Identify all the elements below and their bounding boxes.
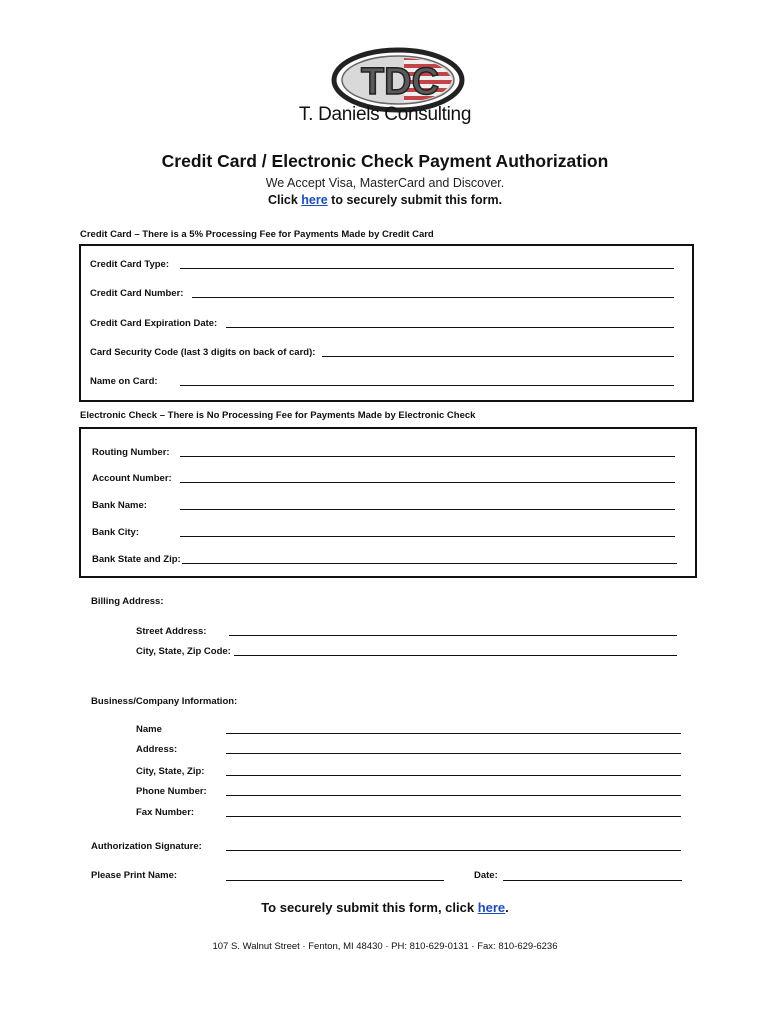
card-security-code-label: Card Security Code (last 3 digits on back of card): [90,347,316,358]
business-city-state-zip-label: City, State, Zip: [136,766,205,777]
credit-card-expiration-field[interactable] [226,327,674,328]
bank-state-zip-field[interactable] [182,563,677,564]
print-name-field[interactable] [226,880,444,881]
credit-card-number-label: Credit Card Number: [90,288,184,299]
footer-cta-prefix: To securely submit this form, click [261,900,478,915]
footer-cta-suffix: . [505,900,509,915]
business-phone-label: Phone Number: [136,786,207,797]
billing-city-state-zip-field[interactable] [234,655,677,656]
business-fax-label: Fax Number: [136,807,195,818]
credit-card-type-field[interactable] [180,268,674,269]
bank-state-zip-label: Bank State and Zip: [92,554,181,565]
company-address: 107 S. Walnut Street · Fenton, MI 48430 · PH: 810-629-0131 · Fax: 810-629-6236 [212,941,558,952]
street-address-field[interactable] [229,635,677,636]
account-number-label: Account Number: [92,473,172,484]
credit-card-number-field[interactable] [192,297,674,298]
company-name: T. Daniels Consulting [298,104,472,125]
date-field[interactable] [503,880,682,881]
bank-city-label: Bank City: [92,527,139,538]
billing-city-state-zip-label: City, State, Zip Code: [136,646,231,657]
business-fax-field[interactable] [226,816,681,817]
submit-suffix: to securely submit this form. [327,193,503,207]
authorization-signature-label: Authorization Signature: [91,841,202,852]
bank-name-label: Bank Name: [92,500,147,511]
submit-link-bottom[interactable]: here [477,900,506,915]
business-name-field[interactable] [226,733,681,734]
logo-text: TDC [360,61,440,103]
submit-instruction-bottom [0,900,770,915]
name-on-card-field[interactable] [180,385,674,386]
credit-card-section-label: Credit Card – There is a 5% Processing Fee for Payments Made by Credit Card [80,229,434,240]
authorization-signature-field[interactable] [226,850,681,851]
account-number-field[interactable] [180,482,675,483]
business-phone-field[interactable] [226,795,681,796]
submit-instruction [0,193,770,207]
business-address-field[interactable] [226,753,681,754]
submit-link-top[interactable]: here [301,193,328,207]
routing-number-label: Routing Number: [92,447,170,458]
page-title: Credit Card / Electronic Check Payment Authorization [161,151,609,171]
credit-card-expiration-label: Credit Card Expiration Date: [90,318,218,329]
street-address-label: Street Address: [136,626,207,637]
echeck-section-label: Electronic Check – There is No Processing Fee for Payments Made by Electronic Check [80,410,476,421]
business-address-label: Address: [136,744,178,755]
routing-number-field[interactable] [180,456,675,457]
billing-address-heading: Billing Address: [91,596,164,607]
business-info-heading: Business/Company Information: [91,696,238,707]
bank-name-field[interactable] [180,509,675,510]
card-security-code-field[interactable] [322,356,674,357]
business-name-label: Name [136,724,162,735]
name-on-card-label: Name on Card: [90,376,158,387]
submit-prefix: Click [267,193,302,207]
accepted-cards-text: We Accept Visa, MasterCard and Discover. [265,176,505,190]
bank-city-field[interactable] [180,536,675,537]
date-label: Date: [474,870,498,881]
business-city-state-zip-field[interactable] [226,775,681,776]
credit-card-type-label: Credit Card Type: [90,259,170,270]
print-name-label: Please Print Name: [91,870,178,881]
